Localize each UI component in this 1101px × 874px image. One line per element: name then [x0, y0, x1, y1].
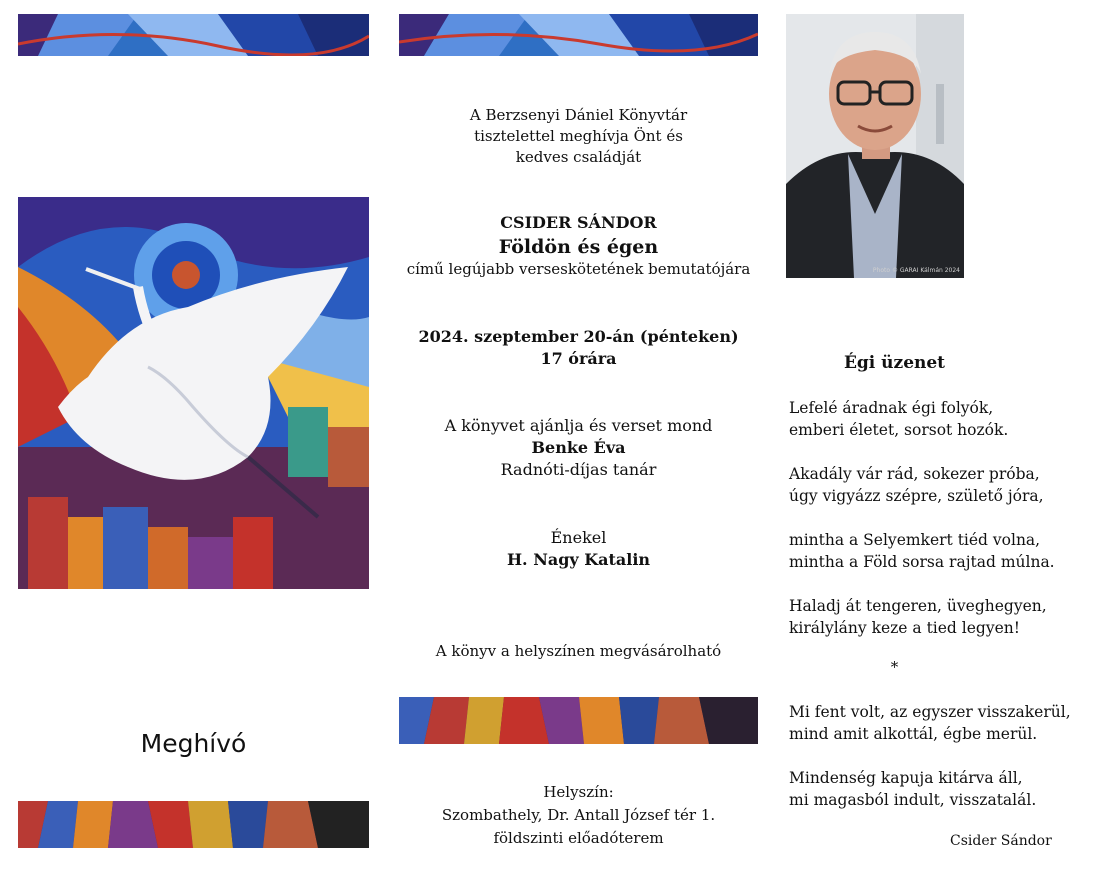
singer-name: H. Nagy Katalin [506, 550, 651, 569]
poem-title: Égi üzenet [843, 353, 946, 373]
author-name: CSIDER SÁNDOR [500, 213, 657, 232]
venue-address: Szombathely, Dr. Antall József tér 1. [441, 806, 716, 824]
poem-stanza [789, 595, 1089, 639]
recommender-name: Benke Éva [531, 438, 626, 457]
poem-stanza [789, 463, 1089, 507]
poem-stanza [789, 529, 1089, 573]
poem-part-2 [789, 701, 1089, 833]
venue-block [399, 782, 758, 849]
book-title: Földön és égen [498, 236, 659, 258]
poem-part-1 [789, 397, 1089, 661]
poem-line: Lefelé áradnak égi folyók, [789, 399, 994, 417]
poem-stanza [789, 767, 1089, 811]
heron-painting [18, 197, 369, 589]
poem-line: Mindenség kapuja kitárva áll, [789, 769, 1023, 787]
sky-painting-strip-top-middle [399, 14, 758, 56]
poem-stanza [789, 701, 1089, 745]
event-time: 17 órára [540, 349, 617, 368]
purchase-note: A könyv a helyszínen megvásárolható [435, 642, 722, 660]
buildings-painting-strip-middle [399, 697, 758, 744]
event-date: 2024. szeptember 20-án (pénteken) [418, 327, 739, 346]
photo-credit: Photo © GARAI Kálmán 2024 [872, 267, 960, 274]
poem-separator: * [890, 658, 899, 676]
poem-line: úgy vigyázz szépre, születő jóra, [789, 487, 1044, 505]
book-subtitle: című legújabb verseskötetének bemutatójára [406, 260, 751, 278]
poem-line: mintha a Selyemkert tiéd volna, [789, 531, 1041, 549]
poem-line: Haladj át tengeren, üveghegyen, [789, 597, 1047, 615]
recommend-line: A könyvet ajánlja és verset mond [444, 416, 713, 435]
poem-line: mind amit alkottál, égbe merül. [789, 725, 1038, 743]
intro-line-3: kedves családját [515, 148, 642, 166]
intro-line-2: tisztelettel meghívja Önt és [474, 127, 683, 145]
poem-line: királylány keze a tied legyen! [789, 619, 1020, 637]
poem-line: emberi életet, sorsot hozók. [789, 421, 1009, 439]
venue-room: földszinti előadóterem [493, 829, 664, 847]
intro-text [399, 105, 758, 168]
intro-line-1: A Berzsenyi Dániel Könyvtár [469, 106, 688, 124]
buildings-painting-strip-bottom-left [18, 801, 369, 848]
invitation-title: Meghívó [140, 729, 247, 758]
author-photo [786, 14, 964, 278]
poem-stanza [789, 397, 1089, 441]
sky-painting-strip-top-left [18, 14, 369, 56]
poem-signature: Csider Sándor [950, 833, 1052, 849]
recommender-role: Radnóti-díjas tanár [500, 460, 657, 479]
poem-line: Akadály vár rád, sokezer próba, [789, 465, 1040, 483]
venue-label: Helyszín: [543, 783, 614, 801]
poem-line: mi magasból indult, visszatalál. [789, 791, 1037, 809]
poem-line: Mi fent volt, az egyszer visszakerül, [789, 703, 1071, 721]
poem-line: mintha a Föld sorsa rajtad múlna. [789, 553, 1055, 571]
sings-label: Énekel [550, 528, 607, 547]
